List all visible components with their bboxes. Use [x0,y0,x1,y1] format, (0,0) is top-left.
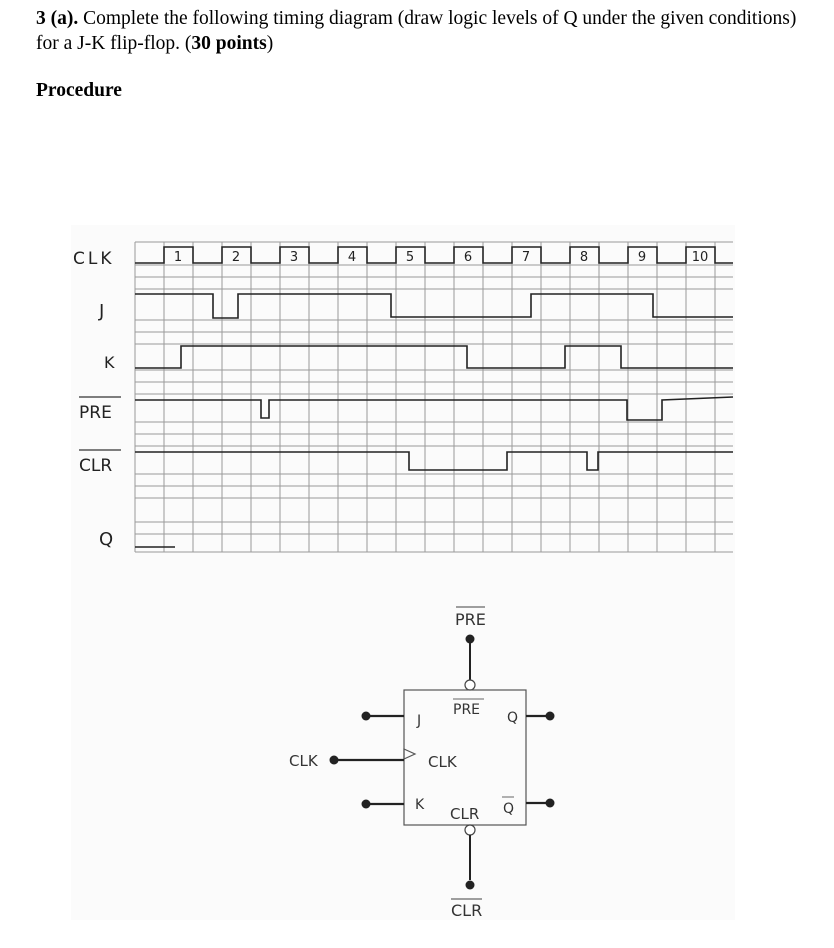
clock-pulse-number: 6 [463,250,473,265]
output-q-label: Q [507,710,519,726]
label-j: J [99,301,105,322]
clock-pulse-number: 2 [231,250,241,265]
clr-waveform [135,452,733,470]
inner-clk-label: CLK [428,753,457,771]
pre-waveform [135,397,733,420]
output-qbar-label: Q [503,801,515,817]
label-pre: PRE [79,403,112,423]
label-clk: CLK [73,249,115,269]
clock-pulse-number: 9 [637,250,647,265]
clr-pin-dot [466,881,475,890]
procedure-heading: Procedure [36,80,122,101]
question-number: 3 (a). [36,8,79,29]
pre-inversion-bubble [465,680,475,690]
k-waveform [135,346,733,368]
inner-k-label: K [415,797,425,813]
label-clr: CLR [79,456,113,476]
clr-inversion-bubble [465,825,475,835]
clock-pulse-number: 1 [173,250,183,265]
clock-pulse-number: 5 [405,250,415,265]
clr-pin-label: CLR [451,901,483,920]
question-points: 30 points [191,33,267,54]
qbar-output-dot [546,799,555,808]
question-text [36,6,816,56]
label-k: K [104,353,115,372]
jk-flipflop-symbol [289,607,555,920]
clk-input-label: CLK [289,752,318,770]
timing-diagram-svg [71,225,735,920]
clock-pulse-number: 7 [521,250,531,265]
pre-pin-label: PRE [455,610,486,629]
timing-diagram-figure [71,225,735,920]
inner-clr-label: CLR [450,805,480,823]
question-close: ) [266,33,274,54]
q-output-dot [546,712,555,721]
clock-pulse-number: 3 [289,250,299,265]
clock-pulse-number: 8 [579,250,589,265]
clock-pulse-number: 4 [347,250,357,265]
clock-pulse-number: 10 [691,250,709,265]
inner-j-label: J [417,713,422,729]
j-waveform [135,294,733,318]
label-q: Q [99,529,114,550]
question-body: Complete the following timing diagram (draw logic levels of Q under the given conditions) for a J-K flip-flop. ( [36,8,797,54]
timing-grid [135,242,733,552]
inner-pre-label: PRE [453,702,481,718]
clock-input-triangle [404,749,415,759]
